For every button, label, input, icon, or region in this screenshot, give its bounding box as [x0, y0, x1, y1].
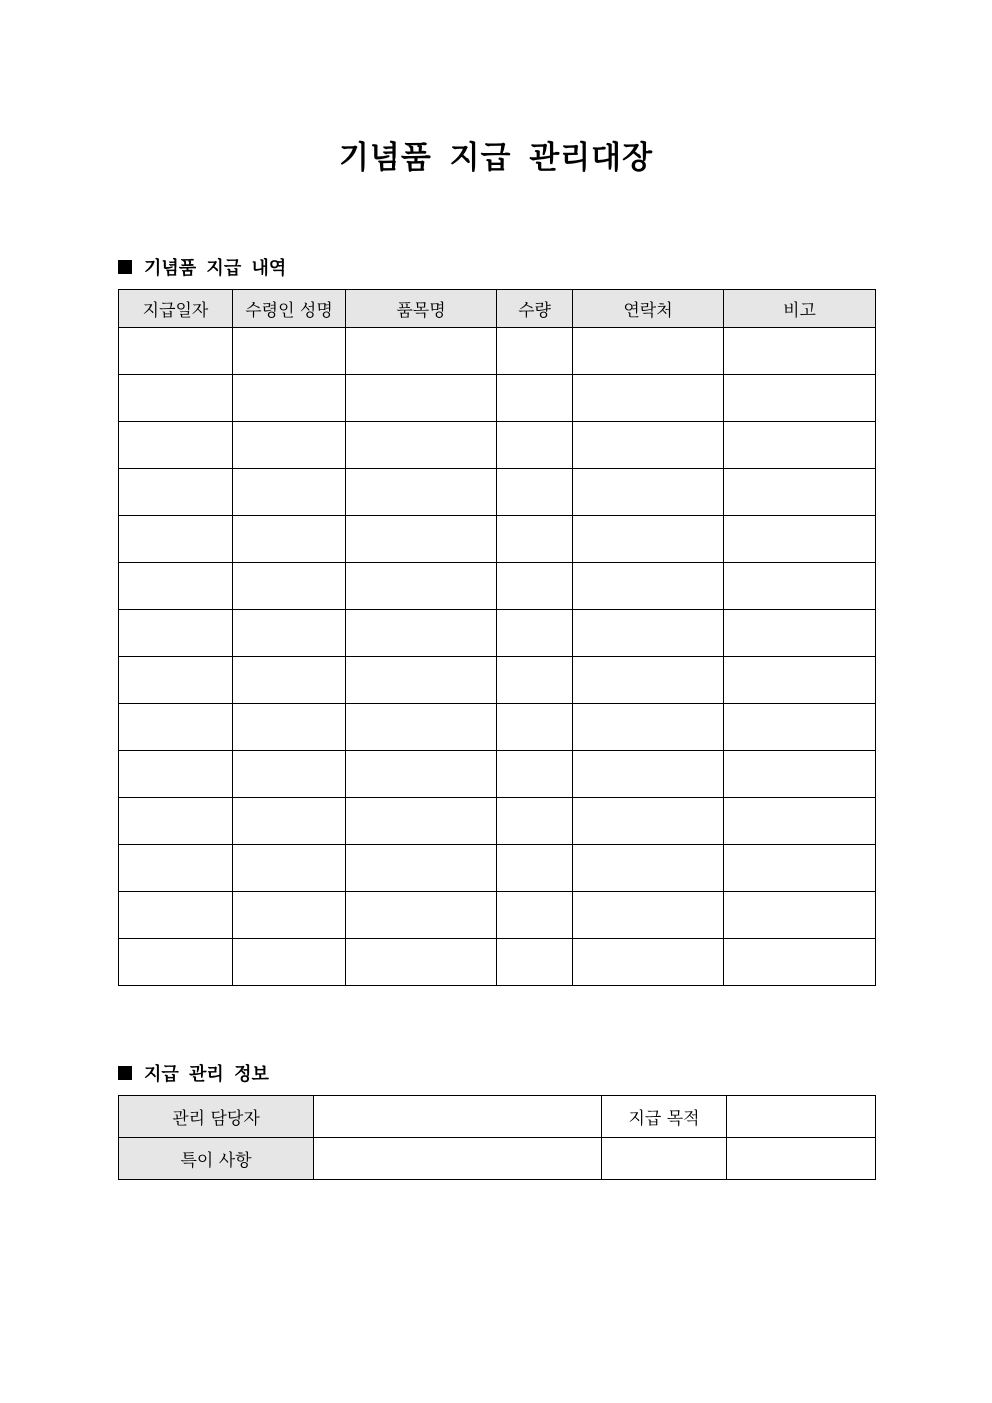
ledger-section-heading — [118, 254, 286, 280]
cell-recipient[interactable] — [233, 892, 346, 939]
table-row — [119, 469, 876, 516]
cell-item[interactable] — [346, 704, 497, 751]
cell-contact[interactable] — [573, 375, 724, 422]
cell-contact[interactable] — [573, 328, 724, 375]
ledger-header-row — [119, 290, 876, 328]
table-row — [119, 563, 876, 610]
column-header-item: 품목명 — [346, 290, 497, 328]
table-row — [119, 422, 876, 469]
column-header-remarks: 비고 — [724, 290, 876, 328]
cell-quantity[interactable] — [497, 469, 573, 516]
cell-contact[interactable] — [573, 704, 724, 751]
cell-date[interactable] — [119, 610, 233, 657]
cell-remarks[interactable] — [724, 939, 876, 986]
ledger-heading-text: 기념품 지급 내역 — [144, 258, 287, 279]
cell-contact[interactable] — [573, 563, 724, 610]
cell-recipient[interactable] — [233, 469, 346, 516]
cell-contact[interactable] — [573, 610, 724, 657]
cell-item[interactable] — [346, 469, 497, 516]
cell-item[interactable] — [346, 845, 497, 892]
cell-date[interactable] — [119, 563, 233, 610]
cell-item[interactable] — [346, 610, 497, 657]
cell-contact[interactable] — [573, 422, 724, 469]
cell-remarks[interactable] — [724, 328, 876, 375]
cell-item[interactable] — [346, 328, 497, 375]
manager-value-cell[interactable] — [314, 1096, 602, 1138]
cell-item[interactable] — [346, 657, 497, 704]
cell-quantity[interactable] — [497, 892, 573, 939]
info-heading-text: 지급 관리 정보 — [144, 1064, 269, 1085]
cell-recipient[interactable] — [233, 375, 346, 422]
cell-recipient[interactable] — [233, 422, 346, 469]
table-row — [119, 328, 876, 375]
table-row — [119, 751, 876, 798]
cell-recipient[interactable] — [233, 328, 346, 375]
cell-item[interactable] — [346, 375, 497, 422]
extra-cell[interactable] — [602, 1138, 727, 1180]
cell-date[interactable] — [119, 939, 233, 986]
cell-contact[interactable] — [573, 798, 724, 845]
cell-quantity[interactable] — [497, 657, 573, 704]
cell-quantity[interactable] — [497, 563, 573, 610]
cell-date[interactable] — [119, 704, 233, 751]
cell-date[interactable] — [119, 375, 233, 422]
cell-remarks[interactable] — [724, 892, 876, 939]
manager-label: 관리 담당자 — [119, 1096, 314, 1138]
table-row — [119, 704, 876, 751]
table-row — [119, 892, 876, 939]
page-title: 기념품 지급 관리대장 — [338, 140, 654, 176]
cell-contact[interactable] — [573, 469, 724, 516]
cell-remarks[interactable] — [724, 563, 876, 610]
cell-date[interactable] — [119, 657, 233, 704]
cell-item[interactable] — [346, 563, 497, 610]
cell-recipient[interactable] — [233, 798, 346, 845]
cell-recipient[interactable] — [233, 845, 346, 892]
cell-quantity[interactable] — [497, 798, 573, 845]
cell-remarks[interactable] — [724, 845, 876, 892]
table-row — [119, 939, 876, 986]
cell-remarks[interactable] — [724, 610, 876, 657]
column-header-quantity: 수량 — [497, 290, 573, 328]
cell-remarks[interactable] — [724, 422, 876, 469]
extra-cell[interactable] — [727, 1138, 876, 1180]
cell-recipient[interactable] — [233, 563, 346, 610]
cell-item[interactable] — [346, 939, 497, 986]
cell-recipient[interactable] — [233, 610, 346, 657]
cell-remarks[interactable] — [724, 751, 876, 798]
cell-date[interactable] — [119, 892, 233, 939]
management-info-table — [118, 1095, 876, 1180]
cell-remarks[interactable] — [724, 657, 876, 704]
cell-recipient[interactable] — [233, 751, 346, 798]
cell-item[interactable] — [346, 516, 497, 563]
cell-recipient[interactable] — [233, 657, 346, 704]
cell-contact[interactable] — [573, 657, 724, 704]
cell-remarks[interactable] — [724, 375, 876, 422]
cell-date[interactable] — [119, 469, 233, 516]
square-bullet-icon — [118, 1066, 132, 1080]
cell-recipient[interactable] — [233, 704, 346, 751]
cell-quantity[interactable] — [497, 939, 573, 986]
notes-value-cell[interactable] — [314, 1138, 602, 1180]
cell-date[interactable] — [119, 328, 233, 375]
cell-remarks[interactable] — [724, 516, 876, 563]
cell-item[interactable] — [346, 751, 497, 798]
cell-date[interactable] — [119, 516, 233, 563]
table-row — [119, 845, 876, 892]
cell-date[interactable] — [119, 798, 233, 845]
square-bullet-icon — [118, 260, 132, 274]
cell-item[interactable] — [346, 798, 497, 845]
table-row — [119, 375, 876, 422]
cell-recipient[interactable] — [233, 939, 346, 986]
column-header-recipient: 수령인 성명 — [233, 290, 346, 328]
cell-remarks[interactable] — [724, 469, 876, 516]
cell-quantity[interactable] — [497, 516, 573, 563]
cell-quantity[interactable] — [497, 704, 573, 751]
column-header-date: 지급일자 — [119, 290, 233, 328]
ledger-table — [118, 289, 876, 986]
cell-remarks[interactable] — [724, 704, 876, 751]
cell-recipient[interactable] — [233, 516, 346, 563]
info-row-notes — [119, 1138, 876, 1180]
purpose-value-cell[interactable] — [727, 1096, 876, 1138]
cell-contact[interactable] — [573, 751, 724, 798]
info-row-manager — [119, 1096, 876, 1138]
cell-item[interactable] — [346, 892, 497, 939]
cell-date[interactable] — [119, 422, 233, 469]
cell-date[interactable] — [119, 751, 233, 798]
cell-contact[interactable] — [573, 516, 724, 563]
cell-quantity[interactable] — [497, 610, 573, 657]
purpose-label: 지급 목적 — [602, 1096, 727, 1138]
notes-label: 특이 사항 — [119, 1138, 314, 1180]
cell-contact[interactable] — [573, 892, 724, 939]
cell-contact[interactable] — [573, 939, 724, 986]
cell-remarks[interactable] — [724, 798, 876, 845]
cell-quantity[interactable] — [497, 328, 573, 375]
column-header-contact: 연락처 — [573, 290, 724, 328]
table-row — [119, 516, 876, 563]
cell-quantity[interactable] — [497, 751, 573, 798]
cell-item[interactable] — [346, 422, 497, 469]
cell-contact[interactable] — [573, 845, 724, 892]
table-row — [119, 798, 876, 845]
cell-date[interactable] — [119, 845, 233, 892]
table-row — [119, 657, 876, 704]
cell-quantity[interactable] — [497, 845, 573, 892]
cell-quantity[interactable] — [497, 422, 573, 469]
table-row — [119, 610, 876, 657]
info-section-heading — [118, 1060, 269, 1086]
cell-quantity[interactable] — [497, 375, 573, 422]
